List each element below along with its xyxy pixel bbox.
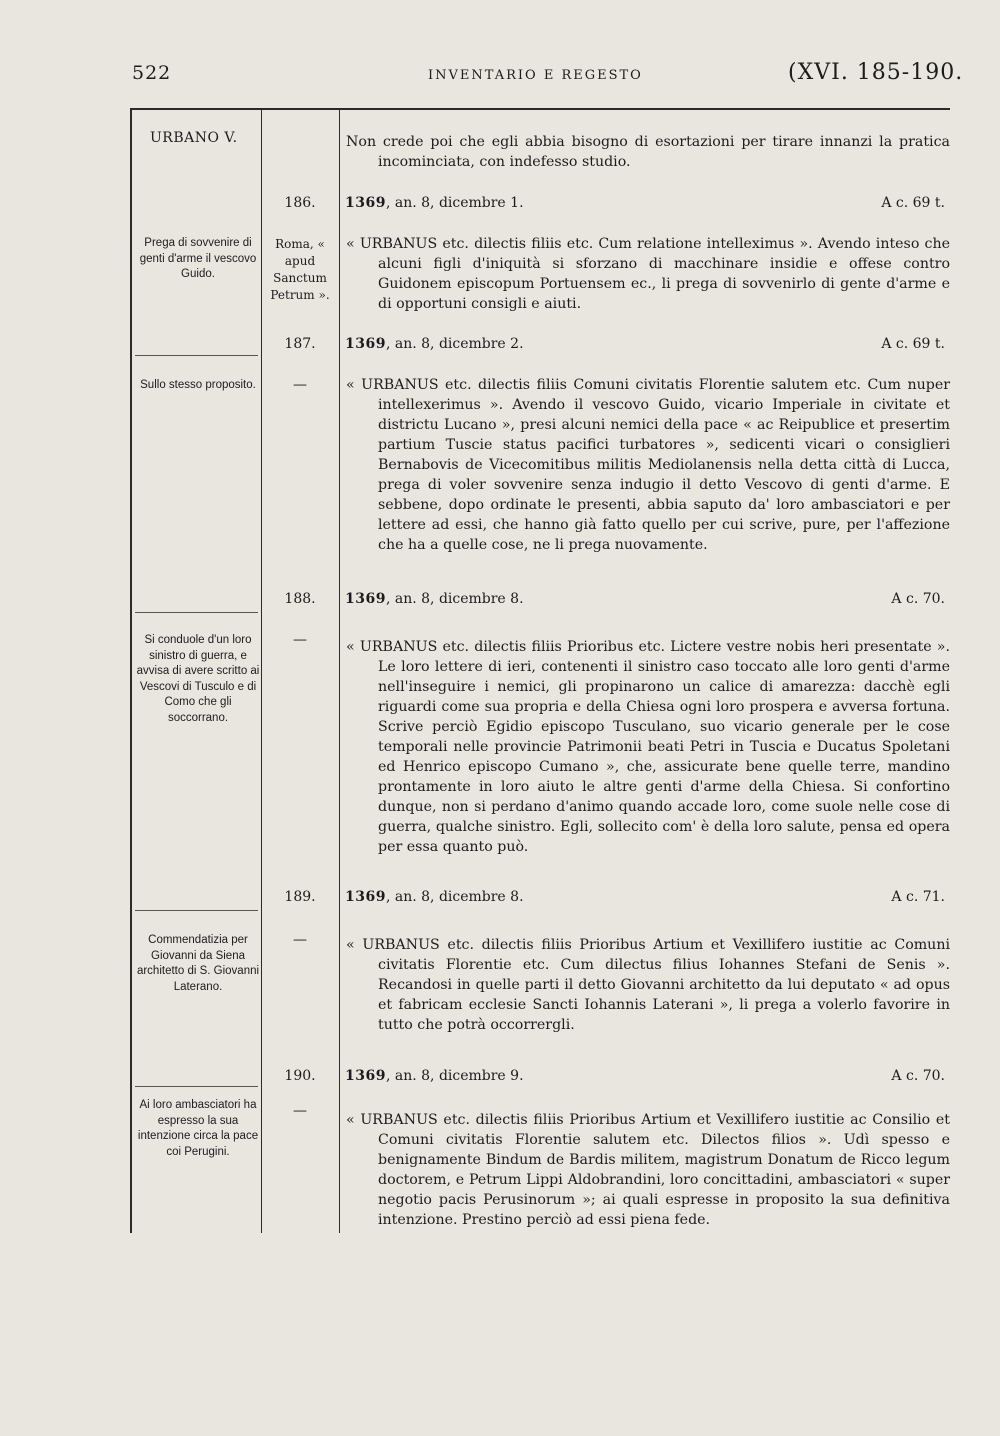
sidenote: Prega di sovvenire di genti d'arme il vescovo Guido. <box>139 237 257 280</box>
continuation-text: Non crede poi che egli abbia bisogno di esortazioni per tirare innanzi la pratica incominciata, con indefesso studio. <box>346 134 950 170</box>
number-column-rule <box>339 108 340 1233</box>
entry-text: « URBANUS etc. dilectis filiis Comuni civitatis Florentie salutem etc. Cum nuper intellexerimus ». Avendo il vescovo Guido, vicario Imperiale in civitate et districtu Lucano », presi alcuni nemici della pace « ac Reipublice et presertim partium Tuscie status pacifici turbatores », sedicenti vicari o consiglieri Bernabovis de Vicecomitibus militis Mediolanensis nella detta città di Lucca, prega di voler sovvenire senza indugio il detto Vescovo di genti d'arme. E sebbene, dopo ordinate le presenti, abbia saputo da' loro ambasciatori e per lettere ad essi, che hanno già fatto quello per cui scrive, pure, per l'affezione che ha a quelle cose, ne li prega nuovamente. <box>346 377 950 553</box>
entry-ref: A c. 69 t. <box>881 195 945 211</box>
entry-text: « URBANUS etc. dilectis filiis etc. Cum relatione intelleximus ». Avendo inteso che alcuni figli d'iniquità si sforzano di macchinare insidie e offese contro Guidonem episcopum Portuensem ec., li prega di sovvenirlo di gente d'arme e di opportuni consigli e aiuti. <box>346 236 950 312</box>
entry-year: 1369 <box>345 889 386 905</box>
left-rule <box>130 108 132 1233</box>
sidenote-separator <box>135 1086 258 1087</box>
entry-place: Roma, « apud Sanctum Petrum ». <box>270 237 330 302</box>
sidenote-separator <box>135 910 258 911</box>
entry-ref: A c. 71. <box>891 889 945 905</box>
entry-date-line <box>345 336 945 352</box>
sovereign-name: URBANO V. <box>150 130 238 146</box>
entry-date: , an. 8, dicembre 8. <box>385 591 524 607</box>
entry-number: 188. <box>284 591 316 607</box>
entry-year: 1369 <box>345 195 386 211</box>
entry-date: , an. 8, dicembre 8. <box>385 889 524 905</box>
entry-year: 1369 <box>345 1068 386 1084</box>
entry-date: , an. 8, dicembre 9. <box>385 1068 524 1084</box>
entry-date: , an. 8, dicembre 1. <box>385 195 524 211</box>
entry-number: 187. <box>284 336 316 352</box>
section-range: (XVI. 185-190. <box>788 60 964 85</box>
entry-place: — <box>293 377 307 393</box>
entry-number: 190. <box>284 1068 316 1084</box>
entry-text: « URBANUS etc. dilectis filiis Prioribus etc. Lictere vestre nobis heri presentate ». Le loro lettere di ieri, contenenti il sinistro caso toccato alle loro genti d'arme nell'inseguire i nemici, gli propinarono un calice di amarezza: dacchè egli riguardi come sua propria e della Chiesa ogni loro prospera e avversa fortuna. Scrive perciò Egidio episcopo Tusculano, suo vicario generale per le cose temporali nelle provincie Patrimonii beati Petri in Tuscia e Ducatus Spoletani ed Henrico episcopo Cumano », che, assicurate bene quelle terre, mandino prontamente in loro aiuto le altre genti d'arme della Chiesa. Si confortino dunque, non si perdano d'animo quando accade loro, come suole nelle cose di guerra, qualche sinistro. Egli, sollecito com' è della loro salute, pensa ed opera per essa quanto può. <box>346 639 950 855</box>
sidenote: Sullo stesso proposito. <box>140 379 256 391</box>
page-number: 522 <box>132 62 172 84</box>
top-rule <box>130 108 950 110</box>
entry-number: 186. <box>284 195 316 211</box>
entry-place: — <box>293 632 307 648</box>
entry-text: « URBANUS etc. dilectis filiis Prioribus Artium et Vexillifero iustitie ac Comuni civitatis Florentie etc. Cum dilectus filius Iohannes Stefani de Senis ». Recandosi in quelle parti il detto Giovanni architetto da lui deputato « ad opus et fabricam ecclesie Sancti Iohannis Laterani », li prega a volerlo favorire in tutto che potrà occorrergli. <box>346 937 950 1033</box>
sidenote: Si conduole d'un loro sinistro di guerra, e avvisa di avere scritto ai Vescovi di Tusculo e di Como che gli soccorrano. <box>136 634 260 724</box>
running-title: INVENTARIO E REGESTO <box>428 68 643 83</box>
entry-date-line <box>345 889 945 905</box>
sidenote: Commendatizia per Giovanni da Siena architetto di S. Giovanni Laterano. <box>136 934 260 993</box>
entry-ref: A c. 69 t. <box>881 336 945 352</box>
entry-text: « URBANUS etc. dilectis filiis Prioribus Artium et Vexillifero iustitie ac Consilio et Comuni civitatis Florentie salutem etc. Dilectos filios ». Udì spesso e benignamente Bindum de Bardis militem, magistrum Donatum de Ricco legum doctorem, e Petrum Lippi Aldobrandini, loro concittadini, ambasciatori « super negotio pacis Perusinorum »; ai quali espresse in proposito la sua definitiva intenzione. Prestino perciò ad essi piena fede. <box>346 1112 950 1228</box>
entry-ref: A c. 70. <box>891 1068 945 1084</box>
entry-date-line <box>345 195 945 211</box>
entry-date-line <box>345 591 945 607</box>
sidenote: Ai loro ambasciatori ha espresso la sua intenzione circa la pace coi Perugini. <box>137 1099 259 1158</box>
entry-date: , an. 8, dicembre 2. <box>385 336 524 352</box>
entry-place: — <box>293 932 307 948</box>
entry-ref: A c. 70. <box>891 591 945 607</box>
entry-number: 189. <box>284 889 316 905</box>
sidenote-separator <box>135 355 258 356</box>
entry-place: — <box>293 1103 307 1119</box>
entry-year: 1369 <box>345 591 386 607</box>
sidenote-separator <box>135 612 258 613</box>
entry-year: 1369 <box>345 336 386 352</box>
entry-date-line <box>345 1068 945 1084</box>
